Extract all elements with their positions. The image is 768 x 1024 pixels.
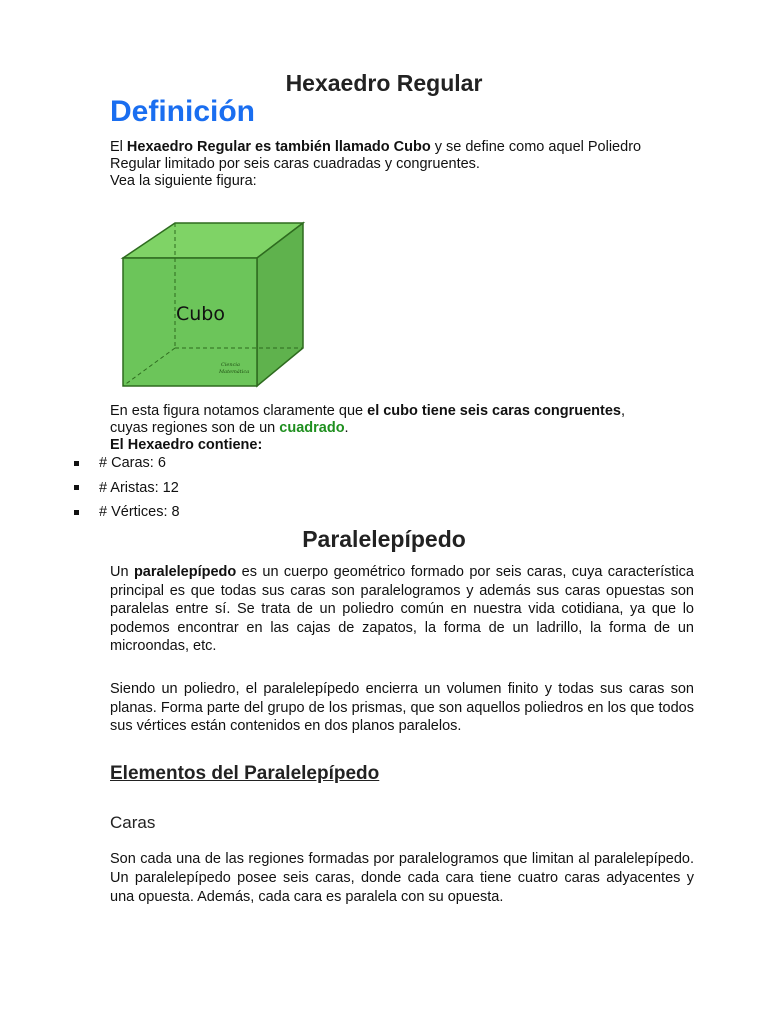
paralelepipedo-paragraph-2: Siendo un poliedro, el paralelepípedo encierra un volumen finito y todas sus caras son planas. Forma parte del grupo de los prismas, que son aquellos poliedros en los que todos sus vértices están contenidos en dos planos paralelos.: [110, 681, 694, 734]
intro-text-post: y se define como aquel Poliedro: [430, 139, 642, 155]
obs-text-pre: En esta figura notamos claramente que: [110, 403, 368, 419]
section-heading-paralelepipedo: Paralelepípedo: [302, 526, 466, 552]
para1-rest: es un cuerpo geométrico formado por seis caras, cuya característica principal es que todas sus caras son paralelogramos y además sus caras opuestas son paralelas entre sí. Se trata de un poliedro común en nuestra vida cotidiana, ya que lo podemos encontrar en las cajas de zapatos, la forma de un ladrillo, la forma de un microondas, etc.: [110, 564, 694, 654]
cube-figure: [118, 218, 308, 390]
obs-contains: El Hexaedro contiene:: [110, 437, 263, 453]
section-heading-elementos: Elementos del Paralelepípedo: [110, 763, 380, 784]
obs-text-post: ,: [620, 403, 626, 419]
intro-text-pre: El: [110, 139, 127, 155]
para1-pre: Un: [110, 564, 134, 580]
list-item: [74, 500, 180, 525]
bullet-icon: [74, 485, 79, 490]
intro-text-line2: Regular limitado por seis caras cuadradas y congruentes.: [110, 156, 480, 172]
intro-text-bold: Hexaedro Regular es también llamado Cubo: [126, 139, 431, 155]
paralelepipedo-paragraph-1: [110, 563, 694, 656]
caras-paragraph: Son cada una de las regiones formadas por paralelogramos que limitan al paralelepípedo. Un paralelepípedo posee seis caras, donde cada cara tiene cuatro caras adyacentes y una opuesta. Además, cada cara es paralela con su opuesta.: [110, 851, 694, 905]
list-item: [74, 451, 180, 476]
page-title: Hexaedro Regular: [285, 70, 483, 96]
section-heading-definicion: Definición: [110, 95, 256, 128]
subsection-heading-caras: Caras: [110, 813, 156, 832]
bullet-icon: [74, 510, 79, 515]
watermark-line2: Matemática: [219, 369, 250, 375]
para1-bold: paralelepípedo: [133, 564, 237, 580]
obs-line2-green: cuadrado: [279, 420, 345, 436]
obs-line2-post: .: [344, 420, 349, 436]
observation-paragraph: [110, 403, 710, 454]
list-item: [74, 476, 180, 501]
obs-text-bold: el cubo tiene seis caras congruentes: [367, 403, 621, 419]
list-item-text: # Caras: 6: [99, 455, 166, 472]
intro-text-line3: Vea la siguiente figura:: [110, 173, 257, 189]
bullet-list: [74, 451, 180, 525]
list-item-text: # Vértices: 8: [99, 504, 180, 521]
watermark-line1: Ciencia: [221, 362, 240, 368]
cube-label: Cubo: [176, 303, 225, 325]
intro-paragraph: [110, 139, 710, 190]
bullet-icon: [74, 461, 79, 466]
list-item-text: # Aristas: 12: [99, 479, 179, 496]
obs-line2-pre: cuyas regiones son de un: [110, 420, 280, 436]
